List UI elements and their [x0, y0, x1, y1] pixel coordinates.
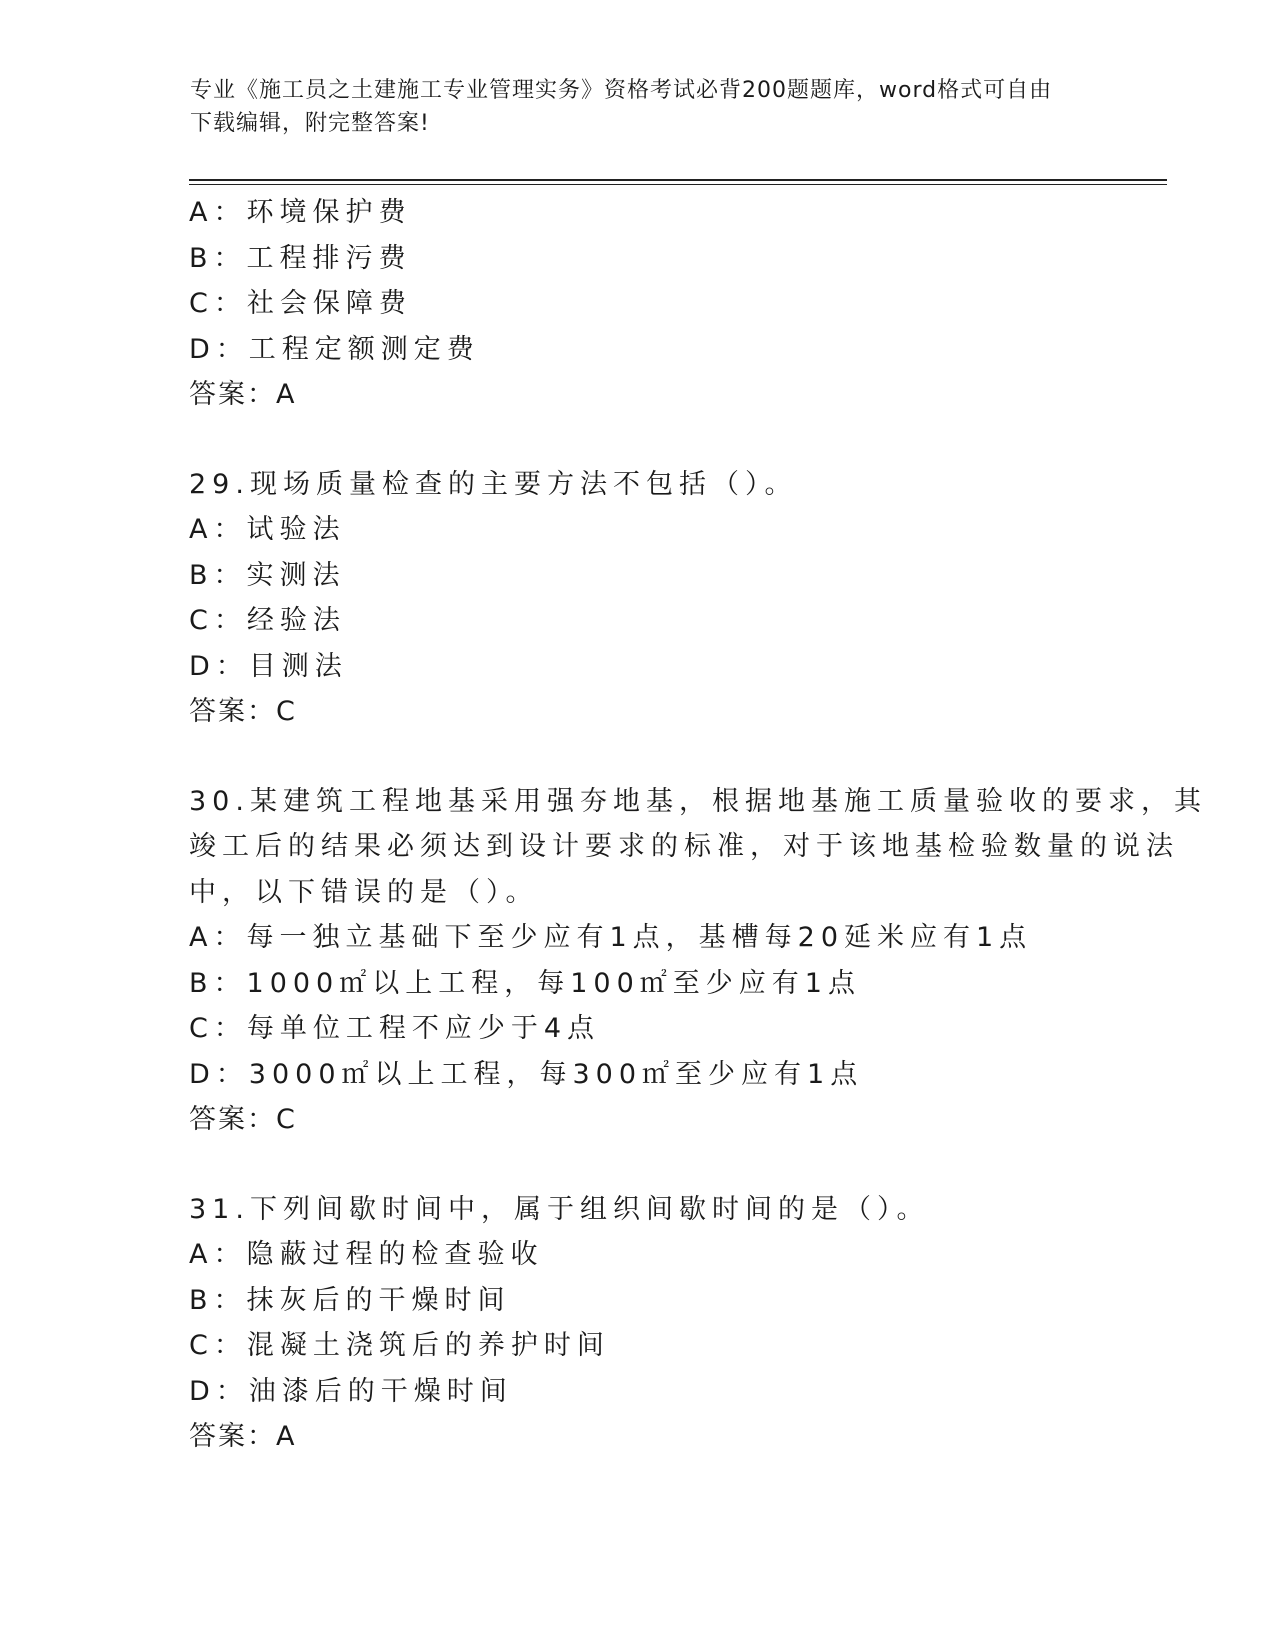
option-d: D：工程定额测定费 — [189, 333, 480, 365]
question-stem-line: 竣工后的结果必须达到设计要求的标准，对于该地基检验数量的说法 — [189, 831, 1179, 862]
question-stem: 31.下列间歇时间中，属于组织间歇时间的是（）。 — [189, 1193, 930, 1225]
question-stem: 29.现场质量检查的主要方法不包括（）。 — [189, 468, 798, 500]
question-28 — [189, 190, 1089, 418]
option-b: B：1000㎡以上工程，每100㎡至少应有1点 — [189, 967, 861, 999]
option-c: C：社会保障费 — [189, 288, 412, 319]
question-29 — [189, 462, 1089, 735]
option-a: A：每一独立基础下至少应有1点，基槽每20延米应有1点 — [189, 922, 1033, 953]
option-d: D：3000㎡以上工程，每300㎡至少应有1点 — [189, 1058, 864, 1090]
header-divider — [189, 179, 1167, 185]
header-text: 专业《施工员之土建施工专业管理实务》资格考试必背200题题库，word格式可自由下载编辑，附完整答案! — [190, 78, 1053, 136]
answer: 答案：C — [189, 696, 297, 727]
question-stem-line: 中，以下错误的是（）。 — [189, 876, 539, 908]
question-31 — [189, 1187, 1089, 1460]
question-30 — [189, 779, 1207, 1143]
option-b: B：工程排污费 — [189, 242, 412, 274]
option-d: D：油漆后的干燥时间 — [189, 1375, 513, 1407]
answer: 答案：A — [189, 379, 297, 410]
answer: 答案：A — [189, 1421, 297, 1452]
document-header — [190, 74, 1070, 140]
option-a: A：环境保护费 — [189, 197, 412, 228]
option-a: A：隐蔽过程的检查验收 — [189, 1239, 544, 1270]
option-b: B：抹灰后的干燥时间 — [189, 1284, 511, 1316]
option-d: D：目测法 — [189, 650, 348, 682]
option-c: C：混凝土浇筑后的养护时间 — [189, 1330, 610, 1361]
question-stem-line: 30.某建筑工程地基采用强夯地基，根据地基施工质量验收的要求，其 — [189, 785, 1207, 817]
answer: 答案：C — [189, 1104, 297, 1135]
question-list — [189, 190, 1207, 1460]
option-a: A：试验法 — [189, 514, 346, 545]
option-c: C：每单位工程不应少于4点 — [189, 1013, 601, 1044]
option-c: C：经验法 — [189, 605, 346, 636]
option-b: B：实测法 — [189, 559, 346, 591]
